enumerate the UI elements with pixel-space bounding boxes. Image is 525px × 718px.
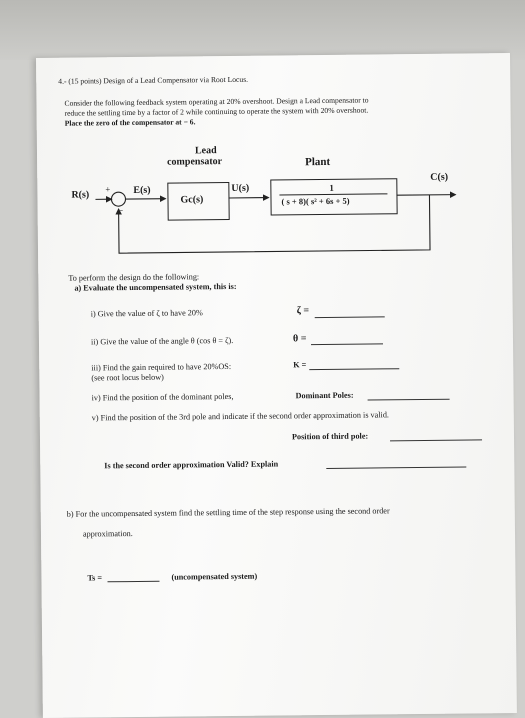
worksheet-page bbox=[36, 53, 517, 718]
dominant-poles-label: Dominant Poles: bbox=[296, 391, 354, 401]
problem-intro-line-2: reduce the settling time by a factor of 2 while continuing to operate the system with 20% overshoot. bbox=[65, 107, 369, 119]
lead-label: Lead bbox=[195, 145, 217, 157]
part-a-intro: To perform the design do the following: bbox=[68, 272, 199, 283]
plant-numerator: 1 bbox=[329, 183, 334, 193]
question-iv: iv) Find the position of the dominant poles, bbox=[92, 392, 234, 403]
part-b-line-1: b) For the uncompensated system find the settling time of the step response using the second order bbox=[67, 506, 390, 519]
compensator-label: compensator bbox=[167, 156, 222, 168]
ts-answer-blank[interactable] bbox=[107, 581, 159, 583]
output-signal-label: C(s) bbox=[430, 172, 448, 184]
question-v: v) Find the position of the 3rd pole and indicate if the second order approximation is valid. bbox=[92, 410, 389, 423]
question-iii: iii) Find the gain required to have 20%OS: bbox=[91, 362, 231, 373]
question-iii-note: (see root locus below) bbox=[91, 373, 164, 383]
part-b-line-2: approximation. bbox=[83, 529, 133, 539]
problem-header: 4.- (15 points) Design of a Lead Compensator via Root Locus. bbox=[58, 76, 248, 87]
question-ii: ii) Give the value of the angle θ (cos θ = ζ). bbox=[91, 336, 233, 347]
summing-minus-sign: − bbox=[118, 206, 124, 218]
compensator-transfer-function: Gc(s) bbox=[180, 194, 203, 206]
part-a-title: a) Evaluate the uncompensated system, this is: bbox=[74, 282, 236, 293]
input-signal-label: R(s) bbox=[71, 189, 89, 201]
control-signal-label: U(s) bbox=[231, 183, 249, 195]
summing-junction bbox=[111, 192, 125, 206]
question-i: i) Give the value of ζ to have 20% bbox=[91, 308, 203, 319]
dominant-poles-answer-blank[interactable] bbox=[368, 399, 450, 401]
zeta-label: ζ = bbox=[297, 305, 309, 317]
validity-question: Is the second order approximation Valid? Explain bbox=[104, 459, 278, 470]
gain-answer-blank[interactable] bbox=[309, 368, 399, 370]
diagram-wires bbox=[36, 53, 512, 298]
gain-label: K = bbox=[293, 360, 306, 370]
theta-answer-blank[interactable] bbox=[311, 343, 383, 345]
ts-label: Ts = bbox=[87, 573, 102, 583]
ts-note: (uncompensated system) bbox=[171, 572, 257, 582]
validity-answer-blank[interactable] bbox=[326, 467, 466, 469]
third-pole-answer-blank[interactable] bbox=[390, 439, 482, 441]
desk-background bbox=[0, 0, 525, 60]
theta-label: θ = bbox=[293, 333, 307, 345]
plant-label: Plant bbox=[305, 156, 330, 169]
plant-denominator: ( s + 8)( s² + 6s + 5) bbox=[281, 197, 349, 207]
zeta-answer-blank[interactable] bbox=[315, 316, 385, 318]
third-pole-label: Position of third pole: bbox=[292, 432, 368, 442]
problem-intro-line-1: Consider the following feedback system operating at 20% overshoot. Design a Lead compensator to bbox=[64, 97, 368, 109]
problem-intro-line-3: Place the zero of the compensator at − 6. bbox=[65, 118, 196, 128]
summing-plus-sign: + bbox=[105, 184, 110, 194]
error-signal-label: E(s) bbox=[133, 185, 150, 197]
